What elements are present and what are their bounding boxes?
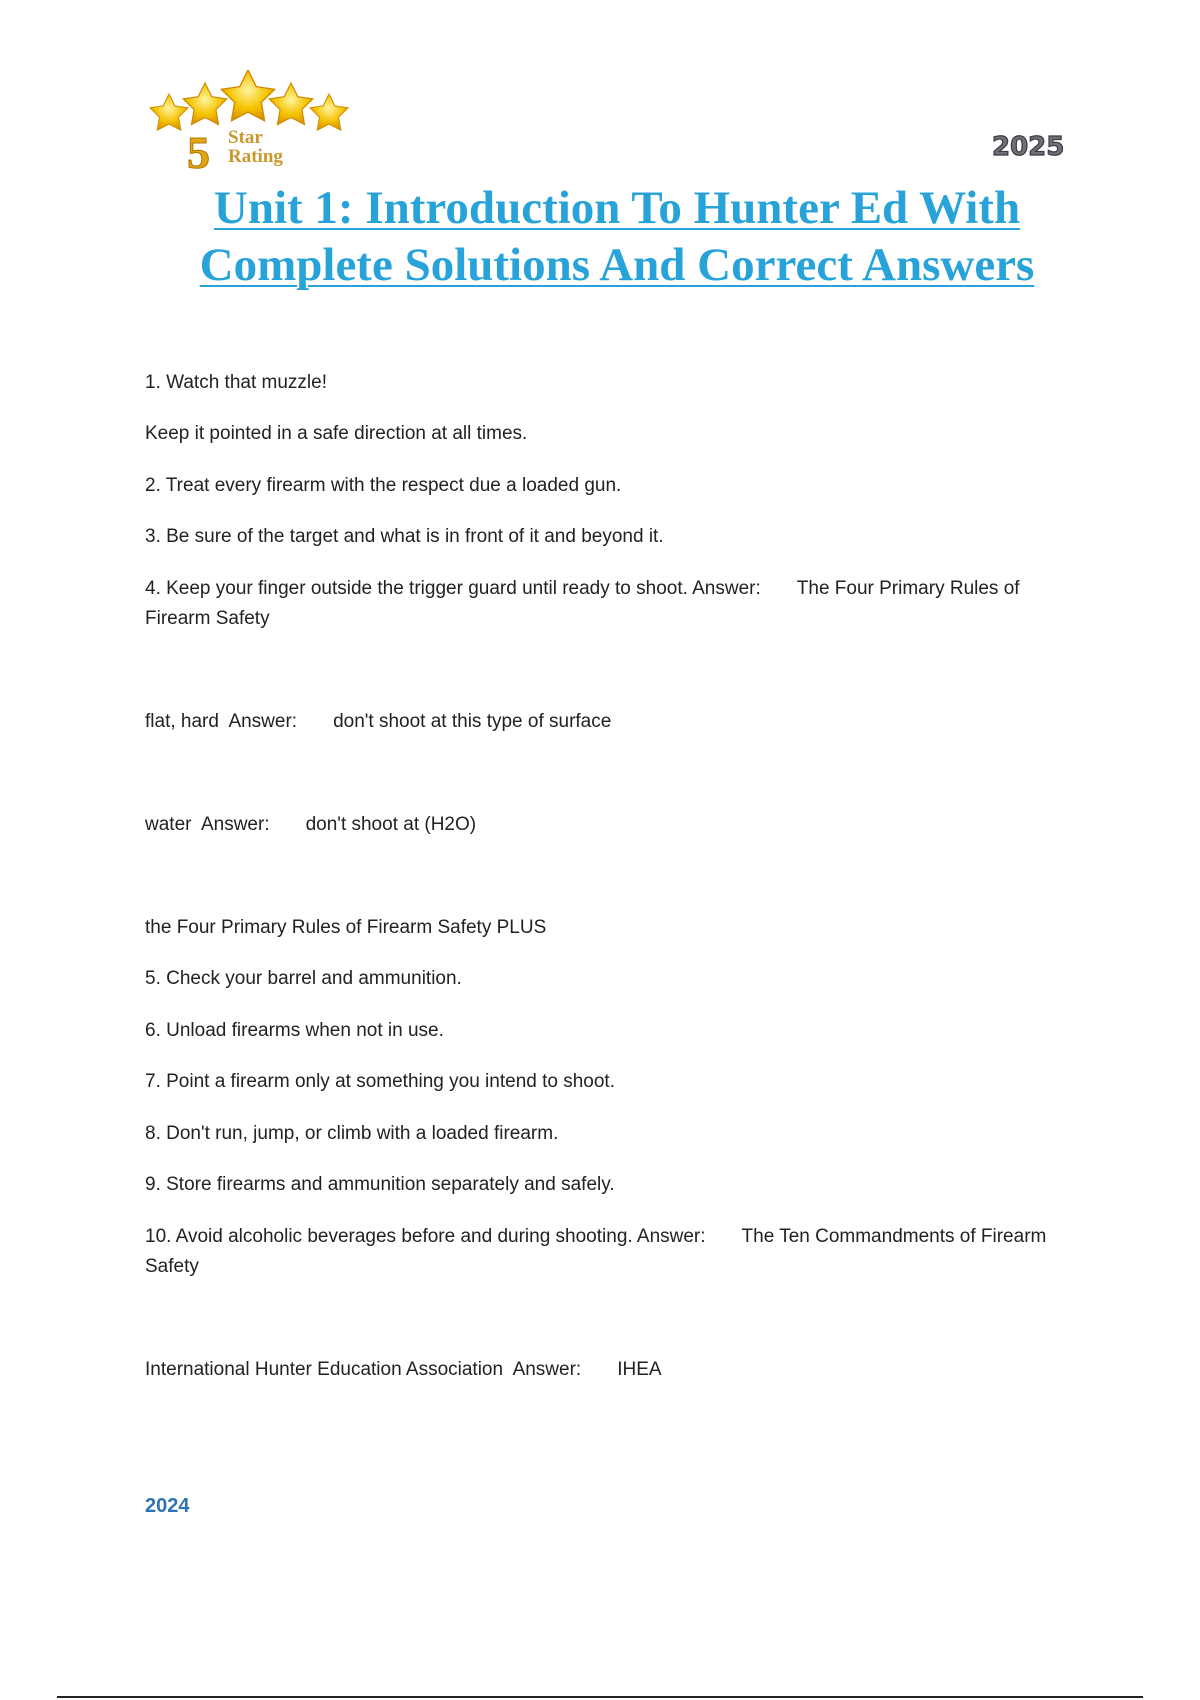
qa-item-flat-hard bbox=[145, 707, 611, 737]
rule-line-3: 2. Treat every firearm with the respect due a loaded gun. bbox=[145, 475, 622, 496]
answer-text: don't shoot at this type of surface bbox=[333, 711, 612, 732]
logo-rating-word: Rating bbox=[228, 146, 283, 167]
rule-line-2: Keep it pointed in a safe direction at all times. bbox=[145, 423, 528, 444]
star-icon bbox=[221, 70, 274, 121]
answer-text: The Ten Commandments of Firearm Safety bbox=[145, 1226, 1047, 1277]
question-text: flat, hard Answer: bbox=[145, 711, 298, 732]
rule-line-9: 9. Store firearms and ammunition separately and safely. bbox=[145, 1174, 615, 1195]
five-star-rating-logo bbox=[143, 70, 358, 175]
question-text: 4. Keep your finger outside the trigger guard until ready to shoot. Answer: bbox=[145, 578, 761, 599]
answer-text: IHEA bbox=[617, 1359, 662, 1380]
footer-year: 2024 bbox=[145, 1495, 190, 1517]
star-icon bbox=[310, 94, 348, 130]
year-badge-text: 2025 bbox=[992, 132, 1065, 162]
rule-line-plus: the Four Primary Rules of Firearm Safety PLUS bbox=[145, 917, 547, 938]
rule-line-6: 6. Unload firearms when not in use. bbox=[145, 1020, 444, 1041]
star-icon bbox=[269, 83, 313, 125]
rule-line-5: 5. Check your barrel and ammunition. bbox=[145, 968, 462, 989]
logo-star-word: Star bbox=[228, 127, 263, 148]
qa-item-four-primary-rules bbox=[145, 574, 1075, 634]
question-text: water Answer: bbox=[145, 814, 270, 835]
page-title bbox=[100, 180, 1134, 294]
answer-text: don't shoot at (H2O) bbox=[305, 814, 477, 835]
rule-line-4: 3. Be sure of the target and what is in front of it and beyond it. bbox=[145, 526, 664, 547]
answer-text: The Four Primary Rules of Firearm Safety bbox=[145, 578, 1020, 629]
star-icon bbox=[183, 83, 227, 125]
title-line-2: Complete Solutions And Correct Answers bbox=[199, 239, 1035, 291]
logo-numeral: 5 bbox=[187, 127, 210, 175]
page-bottom-rule bbox=[57, 1696, 1143, 1698]
rule-line-7: 7. Point a firearm only at something you intend to shoot. bbox=[145, 1071, 615, 1092]
question-text: International Hunter Education Association Answer: bbox=[145, 1359, 582, 1380]
qa-item-ten-commandments bbox=[145, 1222, 1075, 1282]
qa-item-water bbox=[145, 810, 476, 840]
qa-item-ihea bbox=[145, 1355, 662, 1385]
title-line-1: Unit 1: Introduction To Hunter Ed With bbox=[213, 182, 1021, 234]
rule-line-1: 1. Watch that muzzle! bbox=[145, 372, 327, 393]
year-badge bbox=[990, 127, 1082, 167]
rule-line-8: 8. Don't run, jump, or climb with a loaded firearm. bbox=[145, 1123, 559, 1144]
question-text: 10. Avoid alcoholic beverages before and during shooting. Answer: bbox=[145, 1226, 706, 1247]
star-icon bbox=[150, 94, 188, 130]
